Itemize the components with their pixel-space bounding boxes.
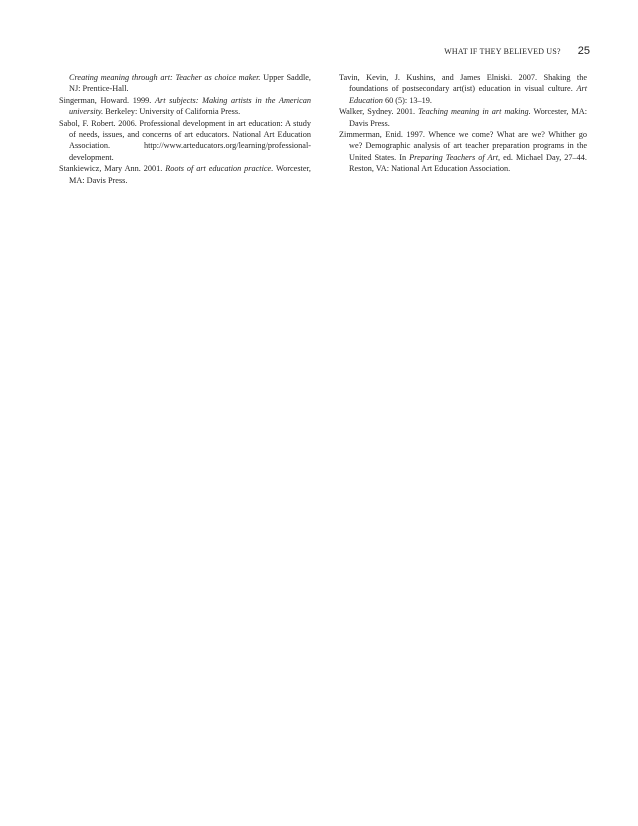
- reference-text: Walker, Sydney. 2001.: [339, 107, 419, 117]
- reference-entry: [59, 118, 311, 164]
- reference-text: Berkeley: University of California Press.: [103, 107, 241, 117]
- reference-text: Sabol, F. Robert. 2006. Professional development in art education: A study of needs, issues, and concerns of art educators. National Art Education Association. http://www.arteducators.org/learning/professional-development.: [59, 118, 311, 162]
- reference-title: Preparing Teachers of Art,: [409, 152, 501, 162]
- reference-title: Art subjects: Making artists in the American university.: [69, 95, 311, 117]
- reference-text: Tavin, Kevin, J. Kushins, and James Elniski. 2007. Shaking the foundations of postsecondary art(ist) education in visual culture.: [339, 73, 587, 94]
- reference-title: Creating meaning through art: Teacher as choice maker.: [69, 73, 261, 82]
- reference-entry: [339, 129, 587, 175]
- reference-text: ed. Michael Day, 27–44. Reston, VA: National Art Education Association.: [349, 152, 587, 174]
- reference-text: Worcester, MA: Davis Press.: [69, 164, 311, 185]
- reference-entry-continued: [59, 72, 311, 95]
- reference-text: Upper Saddle, NJ: Prentice-Hall.: [69, 73, 311, 94]
- reference-text: Worcester, MA: Davis Press.: [349, 107, 587, 128]
- reference-entry: [339, 72, 587, 106]
- running-title: WHAT IF THEY BELIEVED US?: [444, 47, 561, 56]
- reference-entry: [59, 163, 311, 186]
- references-right-column: [339, 72, 587, 175]
- reference-text: Stankiewicz, Mary Ann. 2001.: [59, 164, 166, 174]
- page-number: 25: [577, 45, 590, 57]
- reference-entry: [59, 95, 311, 118]
- reference-text: Singerman, Howard. 1999.: [59, 95, 155, 105]
- reference-title: Roots of art education practice.: [165, 164, 274, 174]
- reference-text: 60 (5): 13–19.: [382, 95, 432, 105]
- reference-title: Teaching meaning in art making.: [418, 107, 531, 117]
- reference-entry: [339, 106, 587, 129]
- running-head: [444, 45, 590, 57]
- reference-text: Zimmerman, Enid. 1997. Whence we come? What are we? Whither go we? Demographic analysis of art teacher preparation programs in the United States. In: [339, 130, 587, 162]
- reference-title: Art Education: [349, 84, 587, 105]
- references-left-column: [59, 72, 311, 186]
